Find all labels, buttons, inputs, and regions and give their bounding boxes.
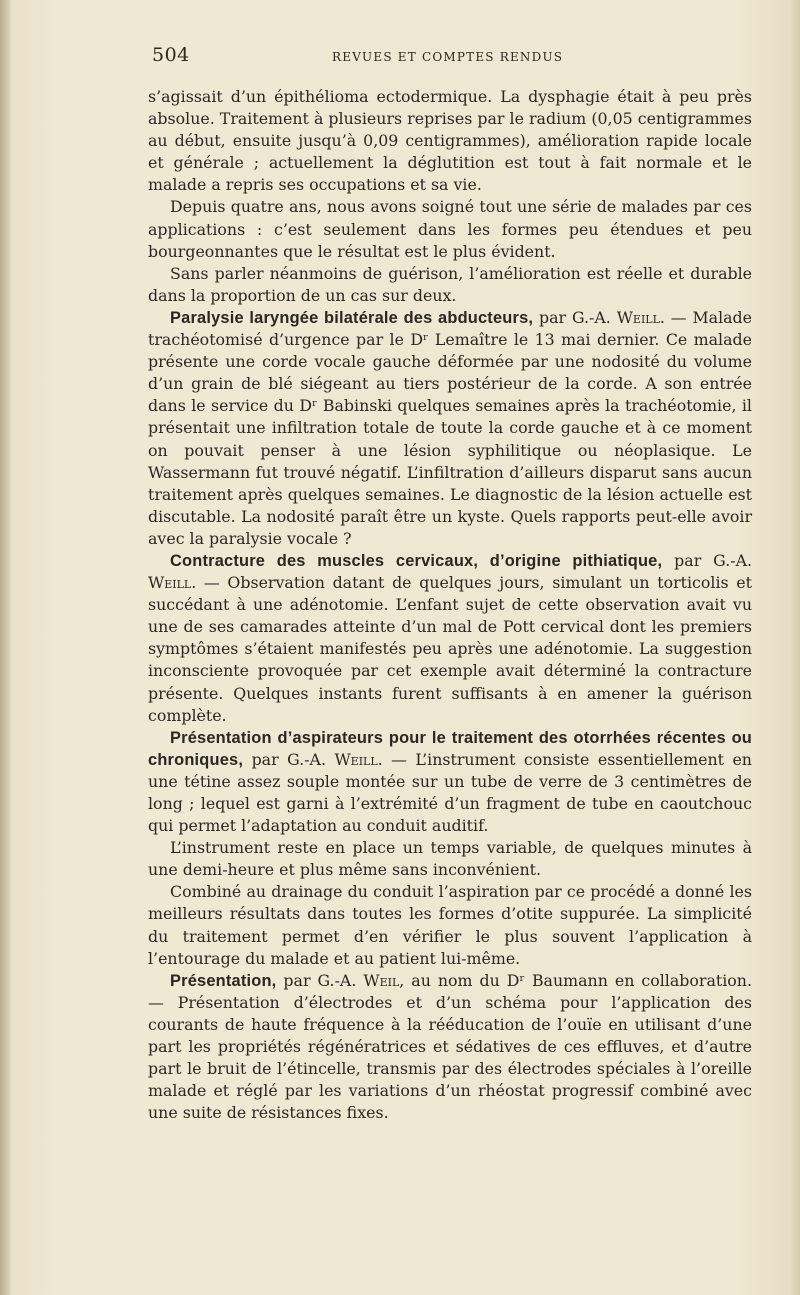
section-text: . — Observation datant de quelques jours, simulant un torticolis et succédant à une adénotomie. L’enfant sujet de cette observation avait vu une de ses camarades atteinte d’un mal de Pott cervical dont les premiers symptômes s’étaient manifestés peu après une adénotomie. La suggestion inconsciente provoquée par cet exemple avait déterminé la contracture présente. Quelques instants furent suffisants à en amener la guérison complète. — [148, 573, 752, 725]
paragraph: L’instrument reste en place un temps variable, de quelques minutes à une demi-heure et plus même sans inconvénient. — [148, 838, 752, 880]
byline: par G.-A. — [662, 550, 753, 570]
paragraph: Combiné au drainage du conduit l’aspiration par ce procédé a donné les meilleurs résultats dans toutes les formes d’otite suppurée. La simplicité du traitement permet d’en vérifier le plus souvent l’application à l’entourage du malade et au patient lui-même. — [148, 882, 752, 968]
byline: par G.-A. — [533, 307, 617, 327]
section-text: . — L’instrument consiste essentiellement en une tétine assez souple montée sur un tube de verre de 3 centimètres de long ; lequel est garni à l’extrémité d’un fragment de tube en caoutchouc qui permet l’adaptation au conduit auditif. — [148, 749, 752, 836]
body-text — [148, 86, 752, 1124]
author-name: Weill — [148, 573, 192, 593]
paragraph: Depuis quatre ans, nous avons soigné tout une série de malades par ces applications : c’est seulement dans les formes peu étendues et peu bourgeonnantes que le résultat est le plus évident. — [148, 197, 752, 261]
author-name: Weill — [334, 749, 378, 769]
page-header — [150, 44, 750, 72]
section-heading: Présentation d’aspirateurs pour le traitement des otorrhées récentes ou chroniques, — [148, 728, 752, 769]
page-binding-edge — [0, 0, 10, 1295]
section-cervical-contracture — [148, 550, 752, 727]
section-text: , au nom du Dʳ Baumann en collaboration. — Présentation d’électrodes et d’un schéma pour l’application des courants de haute fréquence à la rééducation de l’ouïe en utilisant d’une part les propriétés régénératrices et sédatives de ces effluves, et d’autre part le bruit de l’étincelle, transmis par des électrodes spéciales à l’oreille malade et réglé par les variations d’un rhéostat progressif combiné avec une suite de résistances fixes. — [148, 970, 752, 1123]
section-heading: Contracture des muscles cervicaux, d’origine pithiatique, — [170, 551, 663, 570]
byline: par G.-A. — [276, 970, 364, 990]
section-heading: Paralysie laryngée bilatérale des abducteurs, — [170, 308, 534, 327]
page-number: 504 — [152, 44, 190, 66]
byline: par G.-A. — [243, 749, 335, 769]
paragraph-continuation: s’agissait d’un épithélioma ectodermique. La dysphagie était à peu près absolue. Traitement à plusieurs reprises par le radium (0,05 centigrammes au début, ensuite jusqu’à 0,09 centigrammes), amélioration rapide locale et générale ; actuellement la déglutition est tout à fait normale et le malade a repris ses occupations et sa vie. — [148, 87, 752, 195]
author-name: Weil — [363, 970, 400, 990]
section-presentation — [148, 970, 752, 1125]
section-aspirators — [148, 727, 752, 837]
running-head: REVUES ET COMPTES RENDUS — [332, 50, 564, 64]
author-name: Weill — [616, 307, 660, 327]
section-laryngeal-paralysis — [148, 307, 752, 550]
section-text: . — Malade trachéotomisé d’urgence par le Dʳ Lemaître le 13 mai dernier. Ce malade présente une corde vocale gauche déformée par une nodosité du volume d’un grain de blé siégeant au tiers postérieur de la corde. A son entrée dans le service du Dʳ Babinski quelques semaines après la trachéotomie, il présentait une infiltration totale de toute la corde gauche et à ce moment on pouvait penser à une lésion syphilitique ou néoplasique. Le Wassermann fut trouvé négatif. L’infiltration d’ailleurs disparut sans aucun traitement après quelques semaines. Le diagnostic de la lésion actuelle est discutable. La nodosité paraît être un kyste. Quels rapports peut-elle avoir avec la paralysie vocale ? — [148, 307, 753, 548]
paragraph: Sans parler néanmoins de guérison, l’amélioration est réelle et durable dans la proportion de un cas sur deux. — [148, 263, 752, 305]
section-heading: Présentation, — [170, 971, 277, 990]
